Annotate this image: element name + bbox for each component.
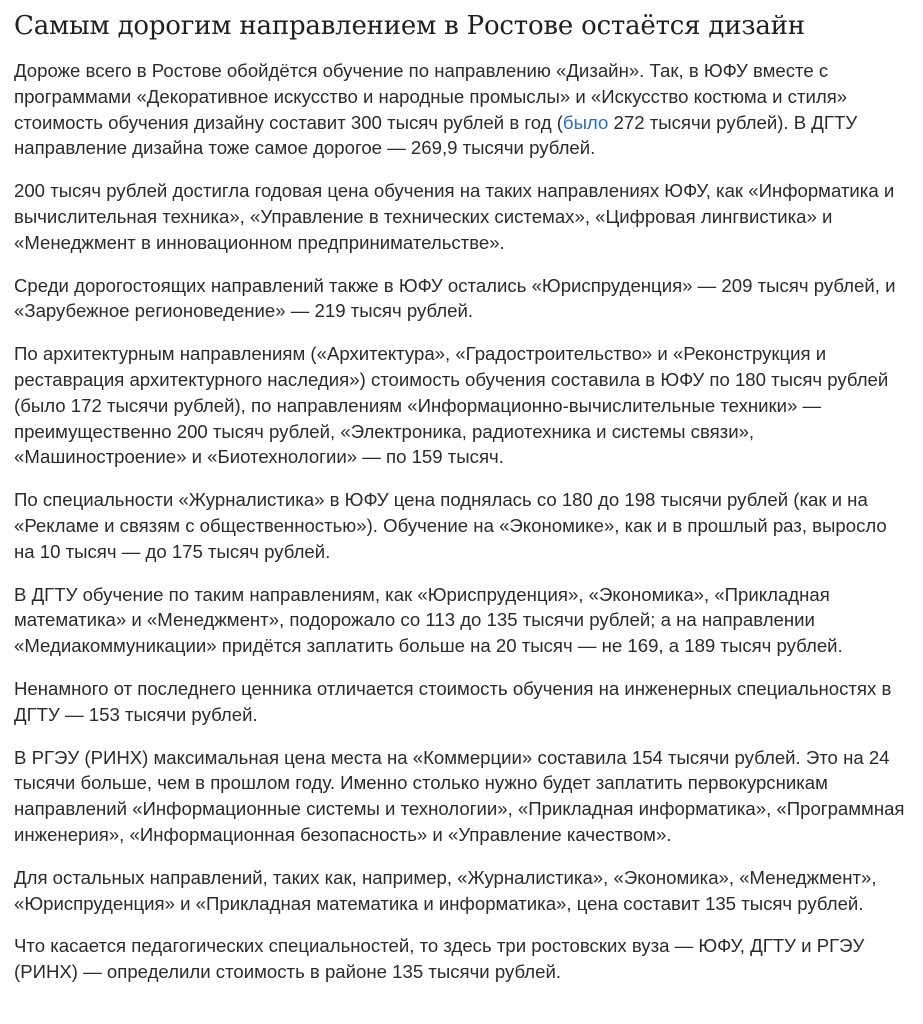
paragraph-6: В ДГТУ обучение по таким направлениям, как «Юриспруденция», «Экономика», «Прикладная математика» и «Менеджмент», подорожало со 113 до 135 тысячи рублей; а на направлении «Медиакоммуникации» придётся заплатить больше на 20 тысяч — не 169, а 189 тысяч рублей. (14, 583, 843, 657)
paragraph-7: Ненамного от последнего ценника отличается стоимость обучения на инженерных специальностях в ДГТУ — 153 тысячи рублей. (14, 677, 892, 725)
paragraph-1 (14, 58, 909, 161)
paragraph-2: 200 тысяч рублей достигла годовая цена обучения на таких направлениях ЮФУ, как «Информатика и вычислительная техника», «Управление в технических системах», «Цифровая лингвистика» и «Менеджмент в инновационном предпринимательстве». (14, 180, 895, 253)
paragraph-8: В РГЭУ (РИНХ) максимальная цена места на «Коммерции» составила 154 тысячи рублей. Это на 24 тысячи больше, чем в прошлом году. Именно столько нужно будет заплатить первокурсникам направлений «Информационные системы и технологии», «Прикладная информатика», «Программная инженерия», «Информационная безопасность» и «Управление качеством». (14, 746, 905, 845)
paragraph-5: По специальности «Журналистика» в ЮФУ цена поднялась со 180 до 198 тысячи рублей (как и на «Рекламе и связям с общественностью»). Обучение на «Экономике», как и в прошлый раз, выросло на 10 тысяч — до 175 тысяч рублей. (14, 489, 887, 562)
bylo-link[interactable]: было (562, 111, 609, 133)
paragraph-4: По архитектурным направлениям («Архитектура», «Градостроительство» и «Реконструкция и реставрация архитектурного наследия») стоимость обучения составила в ЮФУ по 180 тысяч рублей (было 172 тысячи рублей), по направлениям «Информационно-вычислительные техники» — преимущественно 200 тысяч рублей, «Электроника, радиотехника и системы связи», «Машиностроение» и «Биотехнологии» — по 159 тысяч. (14, 343, 889, 468)
paragraph-9: Для остальных направлений, таких как, например, «Журналистика», «Экономика», «Менеджмент», «Юриспруденция» и «Прикладная математика и информатика», цена составит 135 тысяч рублей. (14, 866, 877, 914)
paragraph-1-text-after: 272 тысячи рублей). В ДГТУ направление дизайна тоже самое дорогое — 269,9 тысячи рублей. (14, 111, 858, 159)
paragraph-3: Среди дорогостоящих направлений также в ЮФУ остались «Юриспруденция» — 209 тысяч рублей, и «Зарубежное регионоведение» — 219 тысяч рублей. (14, 274, 896, 322)
paragraph-10: Что касается педагогических специальностей, то здесь три ростовских вуза — ЮФУ, ДГТУ и РГЭУ (РИНХ) — определили стоимость в районе 135 тысячи рублей. (14, 935, 865, 983)
article-title: Самым дорогим направлением в Ростове остаётся дизайн (14, 11, 805, 41)
paragraph-1-text-before: Дороже всего в Ростове обойдётся обучение по направлению «Дизайн». Так, в ЮФУ вместе с программами «Декоративное искусство и народные промыслы» и «Искусство костюма и стиля» стоимость обучения дизайну составит 300 тысяч рублей в год ( (14, 60, 848, 133)
